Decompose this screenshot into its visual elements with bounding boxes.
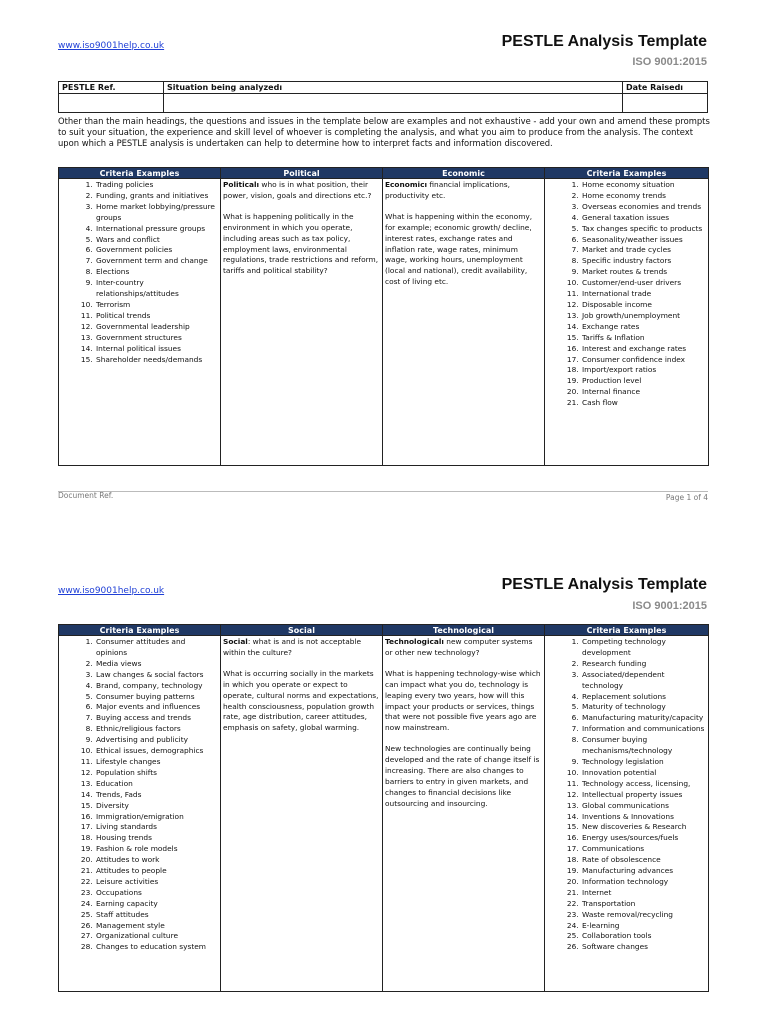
list-item: 17. Communications (581, 844, 706, 855)
list-item: 3. Associated/dependent technology (581, 670, 706, 692)
social-technological-table (58, 624, 709, 992)
header-economic: Economic (383, 168, 545, 179)
list-item: 13. Education (95, 779, 218, 790)
list-item: 15. Diversity (95, 801, 218, 812)
list-item: 7. Information and communications (581, 724, 706, 735)
list-item: 20. Internal finance (581, 387, 706, 398)
list-item: 26. Software changes (581, 942, 706, 953)
header-criteria-right-2: Criteria Examples (545, 625, 709, 636)
list-item: 23. Occupations (95, 888, 218, 899)
list-item: 12. Intellectual property issues (581, 790, 706, 801)
social-description (221, 636, 383, 992)
political-desc-2: What is happening politically in the environment in which you operate, including areas such as tax policy, employment laws, environmental regulations, trade restrictions and reform, tariffs and political stability? (223, 211, 379, 276)
list-item: 4. International pressure groups (95, 224, 218, 235)
list-item: 9. Advertising and publicity (95, 735, 218, 746)
list-item: 5. Maturity of technology (581, 702, 706, 713)
list-item: 10. Ethical issues, demographics (95, 746, 218, 757)
header-criteria-right: Criteria Examples (545, 168, 709, 179)
list-item: 6. Manufacturing maturity/capacity (581, 713, 706, 724)
header-social: Social (221, 625, 383, 636)
list-item: 12. Disposable income (581, 300, 706, 311)
technological-criteria-cell (545, 636, 709, 992)
list-item: 1. Home economy situation (581, 180, 706, 191)
list-item: 1. Consumer attitudes and opinions (95, 637, 218, 659)
list-item: 9. Technology legislation (581, 757, 706, 768)
list-item: 11. Political trends (95, 311, 218, 322)
list-item: 7. Buying access and trends (95, 713, 218, 724)
economic-desc-1: financial implications, productivity etc. (385, 180, 510, 200)
list-item: 10. Customer/end-user drivers (581, 278, 706, 289)
political-criteria-cell (59, 179, 221, 466)
list-item: 20. Attitudes to work (95, 855, 218, 866)
tech-desc-2: What is happening technology-wise which can impact what you do, technology is leaping every two years, how will this impact your products or services, things that were not possible five years ago are now mainstream. (385, 668, 541, 733)
list-item: 19. Manufacturing advances (581, 866, 706, 877)
list-item: 8. Specific industry factors (581, 256, 706, 267)
list-item: 11. International trade (581, 289, 706, 300)
list-item: 21. Cash flow (581, 398, 706, 409)
technological-criteria-list (547, 637, 706, 953)
list-item: 19. Production level (581, 376, 706, 387)
footer-divider (58, 491, 708, 492)
list-item: 10. Innovation potential (581, 768, 706, 779)
list-item: 28. Changes to education system (95, 942, 218, 953)
technological-description (383, 636, 545, 992)
list-item: 21. Internet (581, 888, 706, 899)
list-item: 4. General taxation issues (581, 213, 706, 224)
document-ref: Document Ref. (58, 492, 114, 500)
tech-desc-1: new computer systems or other new technology? (385, 637, 533, 657)
pestle-ref-field[interactable] (59, 94, 164, 113)
economic-criteria-list (547, 180, 706, 409)
list-item: 6. Major events and influences (95, 702, 218, 713)
social-desc-1: : what is and is not acceptable within the culture? (223, 637, 362, 657)
list-item: 23. Waste removal/recycling (581, 910, 706, 921)
page-number: Page 1 of 4 (665, 493, 708, 502)
social-criteria-cell (59, 636, 221, 992)
header-technological: Technological (383, 625, 545, 636)
situation-label: Situation being analyzedı (164, 82, 623, 94)
list-item: 11. Lifestyle changes (95, 757, 218, 768)
list-item: 16. Immigration/emigration (95, 812, 218, 823)
list-item: 1. Competing technology development (581, 637, 706, 659)
list-item: 8. Elections (95, 267, 218, 278)
situation-table (58, 81, 708, 113)
list-item: 17. Living standards (95, 822, 218, 833)
list-item: 2. Home economy trends (581, 191, 706, 202)
list-item: 13. Global communications (581, 801, 706, 812)
list-item: 14. Inventions & Innovations (581, 812, 706, 823)
header-political: Political (221, 168, 383, 179)
list-item: 25. Collaboration tools (581, 931, 706, 942)
list-item: 4. Replacement solutions (581, 692, 706, 703)
list-item: 11. Technology access, licensing, (581, 779, 706, 790)
list-item: 14. Internal political issues (95, 344, 218, 355)
list-item: 14. Exchange rates (581, 322, 706, 333)
list-item: 1. Trading policies (95, 180, 218, 191)
list-item: 26. Management style (95, 921, 218, 932)
list-item: 3. Overseas economies and trends (581, 202, 706, 213)
list-item: 16. Energy uses/sources/fuels (581, 833, 706, 844)
document-title: PESTLE Analysis Template (501, 33, 707, 50)
list-item: 7. Government term and change (95, 256, 218, 267)
list-item: 5. Consumer buying patterns (95, 692, 218, 703)
list-item: 7. Market and trade cycles (581, 245, 706, 256)
list-item: 15. New discoveries & Research (581, 822, 706, 833)
list-item: 9. Market routes & trends (581, 267, 706, 278)
list-item: 8. Ethnic/religious factors (95, 724, 218, 735)
list-item: 2. Research funding (581, 659, 706, 670)
list-item: 20. Information technology (581, 877, 706, 888)
political-label: Politicalı (223, 180, 260, 189)
economic-desc-2: What is happening within the economy, for example; economic growth/ decline, interest rates, exchange rates and inflation rate, wage rates, minimum wage, working hours, unemployment (local and national), credit availability, cost of living etc. (385, 211, 533, 287)
list-item: 8. Consumer buying mechanisms/technology (581, 735, 706, 757)
pestle-ref-label: PESTLE Ref. (59, 82, 164, 94)
social-label: Social (223, 637, 248, 646)
list-item: 16. Interest and exchange rates (581, 344, 706, 355)
economic-description (383, 179, 545, 466)
document-title-2: PESTLE Analysis Template (501, 576, 707, 593)
header-criteria-left: Criteria Examples (59, 168, 221, 179)
list-item: 5. Tax changes specific to products (581, 224, 706, 235)
list-item: 18. Rate of obsolescence (581, 855, 706, 866)
website-link[interactable]: www.iso9001help.co.uk (58, 41, 165, 51)
list-item: 24. E-learning (581, 921, 706, 932)
list-item: 25. Staff attitudes (95, 910, 218, 921)
list-item: 5. Wars and conflict (95, 235, 218, 246)
list-item: 9. Inter-country relationships/attitudes (95, 278, 218, 300)
political-desc-1: who is in what position, their power, vision, goals and directions etc.? (223, 180, 372, 200)
list-item: 18. Housing trends (95, 833, 218, 844)
social-desc-2: What is occurring socially in the markets in which you operate or expect to operate, cultural norms and expectations, health consciousness, population growth rate, age distribution, career attitudes, emphasis on safety, global warming. (223, 668, 379, 733)
list-item: 24. Earning capacity (95, 899, 218, 910)
list-item: 10. Terrorism (95, 300, 218, 311)
intro-paragraph: Other than the main headings, the questions and issues in the template below are examples and not exhaustive - add your own and amend these prompts to suit your situation, the experience and skill level of whoever is completing the analysis, and what you aim to produce from the analysis. The context upon which a PESTLE analysis is undertaken can help to determine how to interpret facts and information discovered. (58, 116, 710, 148)
list-item: 15. Tariffs & Inflation (581, 333, 706, 344)
list-item: 19. Fashion & role models (95, 844, 218, 855)
date-raised-label: Date Raisedı (623, 82, 708, 94)
list-item: 4. Brand, company, technology (95, 681, 218, 692)
iso-standard-2: ISO 9001:2015 (632, 600, 707, 612)
situation-field[interactable] (164, 94, 623, 113)
list-item: 22. Leisure activities (95, 877, 218, 888)
list-item: 2. Media views (95, 659, 218, 670)
list-item: 12. Population shifts (95, 768, 218, 779)
list-item: 15. Shareholder needs/demands (95, 355, 218, 366)
list-item: 17. Consumer confidence index (581, 355, 706, 366)
list-item: 6. Seasonality/weather issues (581, 235, 706, 246)
list-item: 13. Government structures (95, 333, 218, 344)
list-item: 18. Import/export ratios (581, 365, 706, 376)
political-economic-table (58, 167, 709, 466)
list-item: 3. Law changes & social factors (95, 670, 218, 681)
political-criteria-list (61, 180, 218, 365)
page-2 (0, 540, 768, 1024)
list-item: 6. Government policies (95, 245, 218, 256)
header-criteria-left-2: Criteria Examples (59, 625, 221, 636)
list-item: 13. Job growth/unemployment (581, 311, 706, 322)
economic-criteria-cell (545, 179, 709, 466)
list-item: 22. Transportation (581, 899, 706, 910)
technological-label: Technologicalı (385, 637, 444, 646)
political-description (221, 179, 383, 466)
iso-standard: ISO 9001:2015 (632, 56, 707, 68)
list-item: 12. Governmental leadership (95, 322, 218, 333)
economic-label: Economicı (385, 180, 427, 189)
list-item: 2. Funding, grants and initiatives (95, 191, 218, 202)
list-item: 14. Trends, Fads (95, 790, 218, 801)
date-raised-field[interactable] (623, 94, 708, 113)
tech-desc-3: New technologies are continually being developed and the rate of change itself is increasing. There are also changes to barriers to entry in given markets, and changes to financial decisions like outsourcing and insourcing. (385, 744, 540, 808)
social-criteria-list (61, 637, 218, 953)
list-item: 3. Home market lobbying/pressure groups (95, 202, 218, 224)
list-item: 21. Attitudes to people (95, 866, 218, 877)
website-link-2[interactable]: www.iso9001help.co.uk (58, 586, 165, 596)
list-item: 27. Organizational culture (95, 931, 218, 942)
